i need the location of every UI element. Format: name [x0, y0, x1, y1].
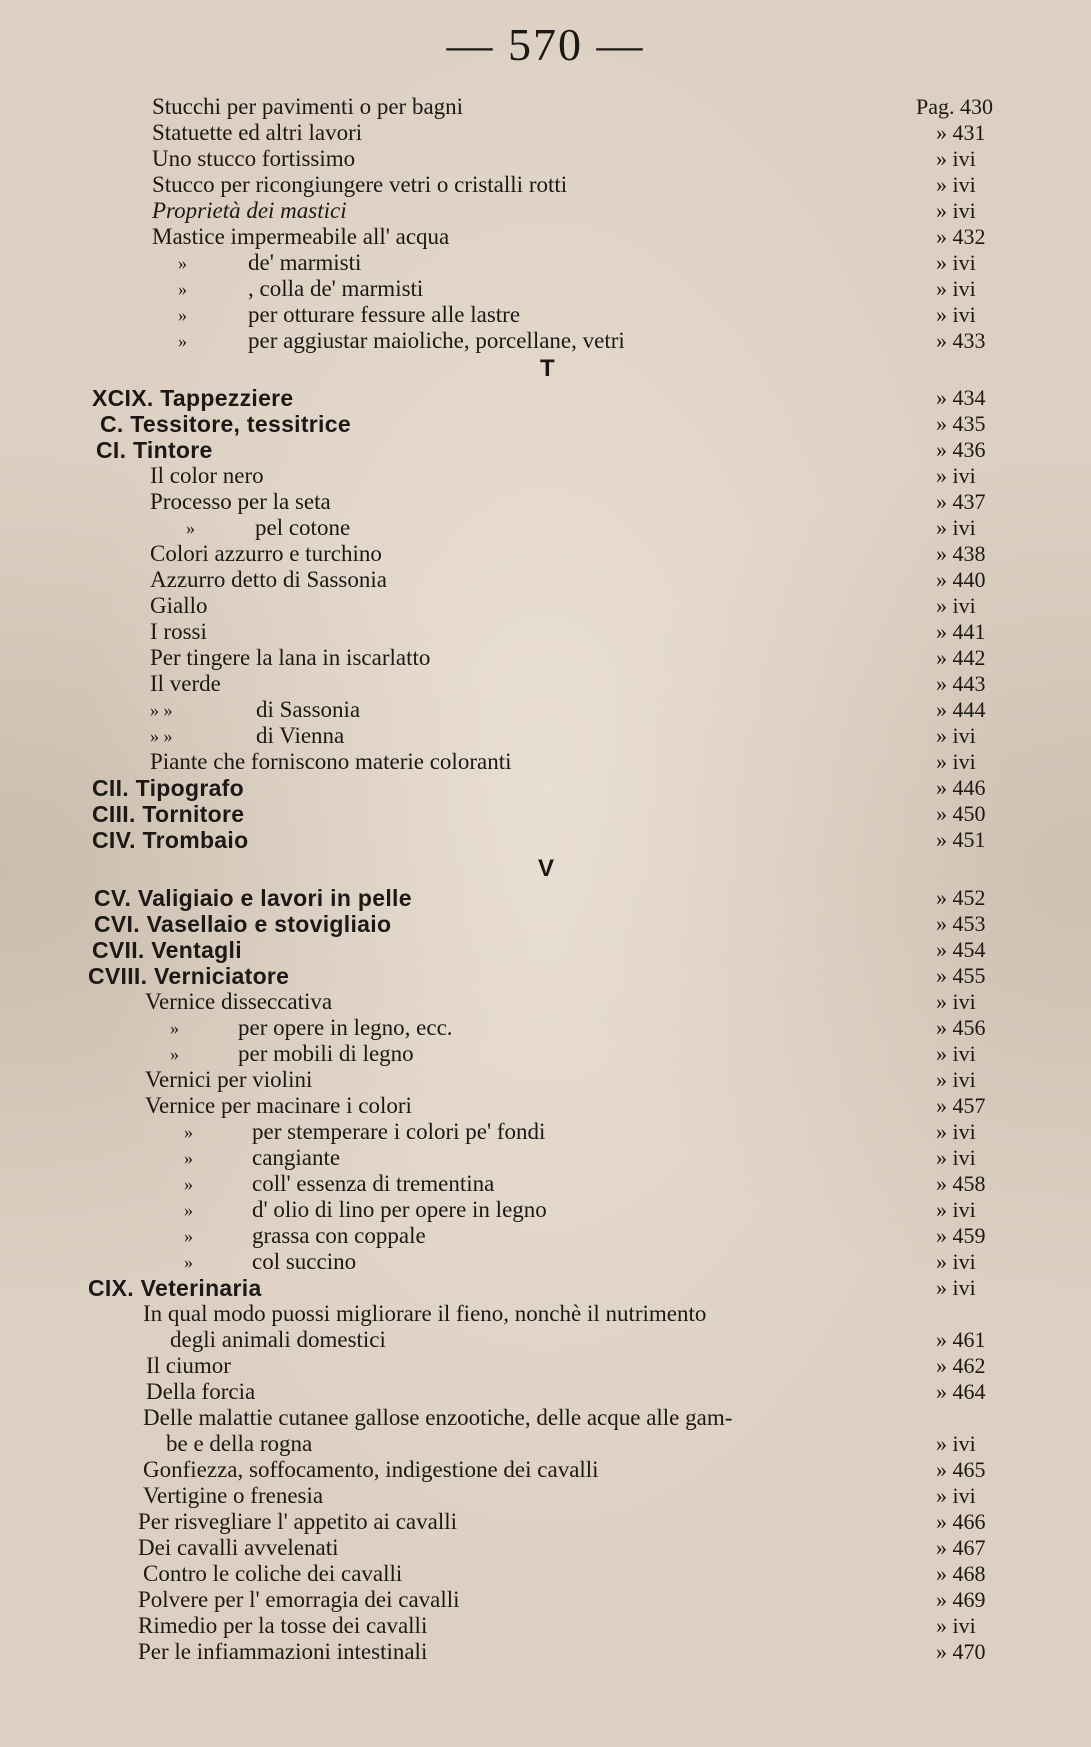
toc-page-number: » ivi: [936, 1119, 976, 1144]
toc-page-number: » 465: [936, 1457, 986, 1482]
toc-entry-title: , colla de' marmisti: [248, 276, 424, 301]
toc-entry: [0, 963, 1091, 989]
toc-entry: [0, 801, 1091, 827]
toc-entry: [0, 1301, 1091, 1327]
toc-page-number: » 466: [936, 1509, 986, 1534]
toc-entry: [0, 1535, 1091, 1561]
toc-entry: [0, 989, 1091, 1015]
toc-page-number: » 454: [936, 937, 986, 962]
toc-chapter-title: CVII. Ventagli: [92, 937, 242, 963]
toc-entry-title: Uno stucco fortissimo: [152, 146, 356, 171]
toc-entry: [0, 775, 1091, 801]
toc-entry-title: Per risvegliare l' appetito ai cavalli: [138, 1509, 457, 1534]
toc-entry: [0, 437, 1091, 463]
toc-entry: [0, 94, 1091, 120]
toc-entry-title: Giallo: [150, 593, 208, 618]
ditto-mark: »: [186, 518, 195, 538]
toc-letter-heading: V: [538, 855, 555, 882]
toc-page-number: » 450: [936, 801, 986, 826]
toc-page-number: » ivi: [936, 1483, 976, 1508]
toc-page-number: » ivi: [936, 1431, 976, 1456]
toc-page-number: » ivi: [936, 749, 976, 774]
toc-entry-title: Delle malattie cutanee gallose enzootiche, delle acque alle gam-: [143, 1405, 733, 1430]
toc-entry: [0, 911, 1091, 937]
toc-page-number: » ivi: [936, 172, 976, 197]
toc-entry: [0, 937, 1091, 963]
toc-page-number: » 470: [936, 1639, 986, 1664]
toc-entry-title: per aggiustar maioliche, porcellane, vetri: [248, 328, 625, 353]
toc-entry-title: coll' essenza di trementina: [252, 1171, 495, 1196]
toc-entry-title: Colori azzurro e turchino: [150, 541, 382, 566]
toc-page-number: » 451: [936, 827, 986, 852]
toc-page-number: » ivi: [936, 1197, 976, 1222]
toc-page-number: » 469: [936, 1587, 986, 1612]
toc-entry: [0, 328, 1091, 354]
toc-page-number: » 464: [936, 1379, 986, 1404]
toc-entry: [0, 1067, 1091, 1093]
ditto-mark: »: [184, 1252, 193, 1272]
toc-entry-title: I rossi: [150, 619, 207, 644]
toc-entry: [0, 1379, 1091, 1405]
toc-entry-title: Mastice impermeabile all' acqua: [152, 224, 450, 249]
toc-page-number: » 455: [936, 963, 986, 988]
toc-entry: [0, 541, 1091, 567]
ditto-mark: »: [178, 279, 187, 299]
toc-entry: [0, 1639, 1091, 1665]
toc-entry-title: Contro le coliche dei cavalli: [143, 1561, 403, 1586]
toc-entry: [0, 1223, 1091, 1249]
toc-entry: [0, 276, 1091, 302]
toc-entry: [0, 1457, 1091, 1483]
toc-entry-title: Rimedio per la tosse dei cavalli: [138, 1613, 428, 1638]
toc-entry: [0, 1561, 1091, 1587]
toc-chapter-title: CIII. Tornitore: [92, 801, 245, 827]
toc-entry-title: Dei cavalli avvelenati: [138, 1535, 339, 1560]
toc-page-number: » ivi: [936, 1067, 976, 1092]
toc-entry-title: pel cotone: [255, 515, 351, 540]
toc-page-number: » ivi: [936, 146, 976, 171]
toc-page-number: » 457: [936, 1093, 986, 1118]
toc-chapter-title: CI. Tintore: [96, 437, 213, 463]
toc-entry-title: per mobili di legno: [238, 1041, 414, 1066]
ditto-mark: »: [184, 1122, 193, 1142]
toc-entry: [0, 1197, 1091, 1223]
toc-entry: [0, 1119, 1091, 1145]
toc-page-number: » ivi: [936, 989, 976, 1014]
toc-entry-title: Processo per la seta: [150, 489, 331, 514]
toc-entry-title: Vertigine o frenesia: [143, 1483, 324, 1508]
toc-entry: [0, 1509, 1091, 1535]
toc-entry: [0, 411, 1091, 437]
toc-entry: [0, 1015, 1091, 1041]
toc-entry-title: Proprietà dei mastici: [152, 198, 347, 223]
page-number: — 570 —: [446, 19, 645, 70]
toc-page-number: » ivi: [936, 1613, 976, 1638]
ditto-mark: »: [184, 1148, 193, 1168]
toc-entry: [0, 1275, 1091, 1301]
toc-page-number: » 441: [936, 619, 986, 644]
toc-entry-title: Per le infiammazioni intestinali: [138, 1639, 428, 1664]
toc-entry: [0, 593, 1091, 619]
toc-page-number: » 444: [936, 697, 986, 722]
ditto-mark: »: [184, 1200, 193, 1220]
toc-entry-title: Gonfiezza, soffocamento, indigestione dei cavalli: [143, 1457, 599, 1482]
toc-entry-title: de' marmisti: [248, 250, 362, 275]
toc-page-number: » 443: [936, 671, 986, 696]
toc-entry: [0, 250, 1091, 276]
ditto-mark: »: [184, 1226, 193, 1246]
toc-page-number: » ivi: [936, 250, 976, 275]
toc-page-number: » 432: [936, 224, 986, 249]
toc-entry-title: Per tingere la lana in iscarlatto: [150, 645, 431, 670]
toc-entry: [0, 749, 1091, 775]
toc-entry: [0, 619, 1091, 645]
toc-entry-title: Il color nero: [150, 463, 264, 488]
toc-entry-title: Vernice disseccativa: [145, 989, 333, 1014]
toc-entry-title: grassa con coppale: [252, 1223, 426, 1248]
toc-entry: [0, 1483, 1091, 1509]
toc-entry-title: degli animali domestici: [170, 1327, 386, 1352]
toc-page-number: » 434: [936, 385, 986, 410]
toc-page-number: » ivi: [936, 723, 976, 748]
toc-entry: [0, 463, 1091, 489]
toc-chapter-title: CV. Valigiaio e lavori in pelle: [94, 885, 412, 911]
toc-entry-title: Il ciumor: [146, 1353, 231, 1378]
toc-page-number: » 456: [936, 1015, 986, 1040]
toc-entry: [0, 1353, 1091, 1379]
ditto-mark: »: [178, 305, 187, 325]
toc-entry-title: per stemperare i colori pe' fondi: [252, 1119, 546, 1144]
toc-entry-title: col succino: [252, 1249, 357, 1274]
toc-page-number: » ivi: [936, 463, 976, 488]
toc-page-number: » 462: [936, 1353, 986, 1378]
toc-entry: [0, 172, 1091, 198]
toc-entry-title: Della forcia: [146, 1379, 256, 1404]
toc-entry: [0, 723, 1091, 749]
toc-entry: [0, 1613, 1091, 1639]
toc-entry: [0, 302, 1091, 328]
toc-entry: [0, 1249, 1091, 1275]
ditto-mark: »: [170, 1018, 179, 1038]
toc-page-number: » 437: [936, 489, 986, 514]
toc-chapter-title: CII. Tipografo: [92, 775, 244, 801]
toc-entry-title: Azzurro detto di Sassonia: [150, 567, 387, 592]
toc-page-number: » ivi: [936, 1041, 976, 1066]
toc-page-number: » 467: [936, 1535, 986, 1560]
toc-page-number: » 436: [936, 437, 986, 462]
toc-entry: [0, 645, 1091, 671]
toc-entry: [0, 1327, 1091, 1353]
toc-entry: [0, 1093, 1091, 1119]
toc-page-number: » 440: [936, 567, 986, 592]
toc-entry-title: d' olio di lino per opere in legno: [252, 1197, 547, 1222]
toc-chapter-title: C. Tessitore, tessitrice: [100, 411, 351, 437]
ditto-mark: » »: [150, 726, 173, 746]
toc-page-number: » 461: [936, 1327, 986, 1352]
toc-page-number: » 446: [936, 775, 986, 800]
toc-entry-title: Vernice per macinare i colori: [145, 1093, 412, 1118]
toc-page-number: » ivi: [936, 1275, 976, 1300]
toc-entry: [0, 385, 1091, 411]
toc-entry: [0, 1041, 1091, 1067]
toc-entry-title: cangiante: [252, 1145, 341, 1170]
toc-entry: [0, 1587, 1091, 1613]
toc-entry: [0, 1431, 1091, 1457]
toc-entry: [0, 827, 1091, 853]
toc-chapter-title: CIV. Trombaio: [92, 827, 249, 853]
toc-entry: [0, 356, 1091, 382]
toc-page-number: » 442: [936, 645, 986, 670]
ditto-mark: »: [178, 331, 187, 351]
toc-entry-title: di Vienna: [256, 723, 345, 748]
toc-entry-title: per otturare fessure alle lastre: [248, 302, 521, 327]
toc-chapter-title: CVI. Vasellaio e stovigliaio: [94, 911, 392, 937]
ditto-mark: »: [178, 253, 187, 273]
toc-page-number: » 453: [936, 911, 986, 936]
toc-entry-title: per opere in legno, ecc.: [238, 1015, 453, 1040]
toc-page-number: » 468: [936, 1561, 986, 1586]
toc-entry: [0, 1145, 1091, 1171]
toc-entry: [0, 567, 1091, 593]
toc-entry-title: Piante che forniscono materie coloranti: [150, 749, 512, 774]
toc-page-number: » 431: [936, 120, 986, 145]
ditto-mark: »: [170, 1044, 179, 1064]
toc-page-number: » ivi: [936, 1249, 976, 1274]
toc-entry-title: be e della rogna: [166, 1431, 313, 1456]
toc-entry: [0, 198, 1091, 224]
toc-letter-heading: T: [540, 355, 555, 382]
toc-entry-title: Il verde: [150, 671, 221, 696]
toc-page-number: » ivi: [936, 198, 976, 223]
toc-entry: [0, 120, 1091, 146]
toc-entry-title: Stucchi per pavimenti o per bagni: [152, 94, 464, 119]
toc-page-number: » 452: [936, 885, 986, 910]
toc-chapter-title: CVIII. Verniciatore: [88, 963, 290, 989]
toc-page-number: Pag. 430: [916, 94, 993, 119]
toc-entry-title: Vernici per violini: [145, 1067, 313, 1092]
toc-entry-title: In qual modo puossi migliorare il fieno, nonchè il nutrimento: [143, 1301, 707, 1326]
toc-page-number: » ivi: [936, 593, 976, 618]
toc-entry: [0, 515, 1091, 541]
toc-entry: [0, 224, 1091, 250]
toc-entry: [0, 671, 1091, 697]
toc-chapter-title: CIX. Veterinaria: [88, 1275, 262, 1301]
toc-entry: [0, 1405, 1091, 1431]
toc-entry: [0, 885, 1091, 911]
toc-entry: [0, 1171, 1091, 1197]
toc-page-number: » ivi: [936, 515, 976, 540]
toc-page-number: » 458: [936, 1171, 986, 1196]
toc-page-number: » ivi: [936, 1145, 976, 1170]
toc-page-number: » 459: [936, 1223, 986, 1248]
toc-page-number: » 433: [936, 328, 986, 353]
ditto-mark: » »: [150, 700, 173, 720]
toc-entry-title: Polvere per l' emorragia dei cavalli: [138, 1587, 460, 1612]
toc-page-number: » 438: [936, 541, 986, 566]
toc-entry: [0, 146, 1091, 172]
toc-entry: [0, 856, 1091, 882]
toc-page-number: » 435: [936, 411, 986, 436]
toc-page-number: » ivi: [936, 302, 976, 327]
toc-entry: [0, 697, 1091, 723]
toc-entry-title: Stucco per ricongiungere vetri o cristalli rotti: [152, 172, 568, 197]
toc-entry-title: Statuette ed altri lavori: [152, 120, 363, 145]
toc-chapter-title: XCIX. Tappezziere: [92, 385, 294, 411]
ditto-mark: »: [184, 1174, 193, 1194]
toc-entry: [0, 489, 1091, 515]
toc-page-number: » ivi: [936, 276, 976, 301]
toc-entry-title: di Sassonia: [256, 697, 361, 722]
